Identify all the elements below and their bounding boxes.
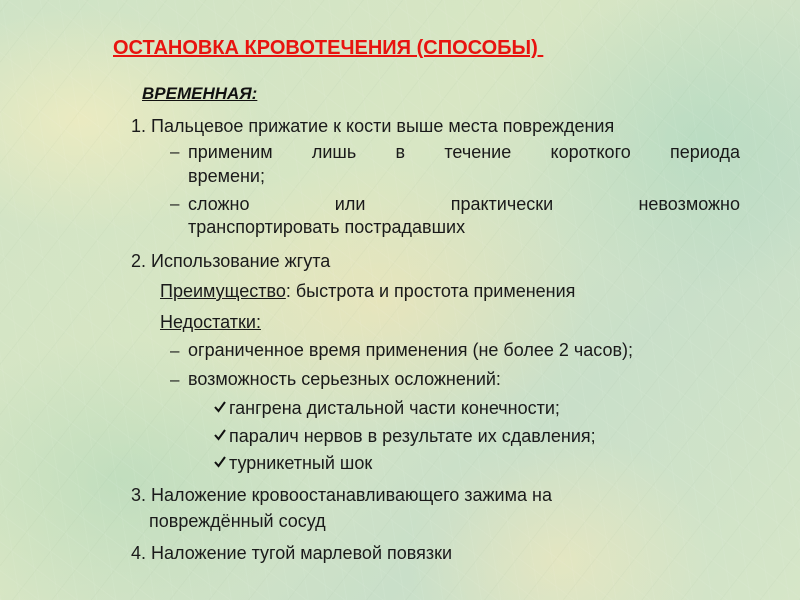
dash-bullet-icon: – xyxy=(170,194,180,213)
item-4-text: 4. Наложение тугой марлевой повязки xyxy=(131,543,453,563)
item-1-bullet-1-line-1: применим лишь в течение короткого периода xyxy=(188,142,740,162)
advantage-text: : быстрота и простота применения xyxy=(285,281,576,301)
item-2-sub-bullet-2: паралич нервов в результате их сдавления; xyxy=(229,426,596,446)
slide-title: ОСТАНОВКА КРОВОТЕЧЕНИЯ (СПОСОБЫ) xyxy=(113,37,544,59)
item-2-bullet-2: возможность серьезных осложнений: xyxy=(188,369,501,389)
item-2-text: 2. Использование жгута xyxy=(131,251,331,271)
dash-bullet-icon: – xyxy=(170,370,180,389)
dash-bullet-icon: – xyxy=(170,142,180,161)
item-3-line-2: повреждённый сосуд xyxy=(149,511,326,531)
advantage-label: Преимущество xyxy=(160,281,286,301)
slide-subtitle: ВРЕМЕННАЯ: xyxy=(142,84,258,103)
item-2-sub-bullet-3: турникетный шок xyxy=(229,453,373,473)
disadvantages-label: Недостатки: xyxy=(160,312,261,332)
check-mark-icon xyxy=(214,401,226,413)
item-2-bullet-1: ограниченное время применения (не более 2 часов); xyxy=(188,340,634,360)
check-mark-icon xyxy=(214,456,226,468)
dash-bullet-icon: – xyxy=(170,341,180,360)
check-mark-icon xyxy=(214,429,226,441)
item-1-bullet-2-line-2: транспортировать пострадавших xyxy=(188,217,466,237)
item-3-line-1: 3. Наложение кровоостанавливающего зажима на xyxy=(131,485,552,505)
item-1-text: 1. Пальцевое прижатие к кости выше места повреждения xyxy=(131,116,615,136)
item-2-sub-bullet-1: гангрена дистальной части конечности; xyxy=(229,398,560,418)
item-1-bullet-1-line-2: времени; xyxy=(188,166,265,186)
advantage-line xyxy=(160,281,575,302)
item-1-bullet-2-line-1: сложно или практически невозможно xyxy=(188,194,740,214)
